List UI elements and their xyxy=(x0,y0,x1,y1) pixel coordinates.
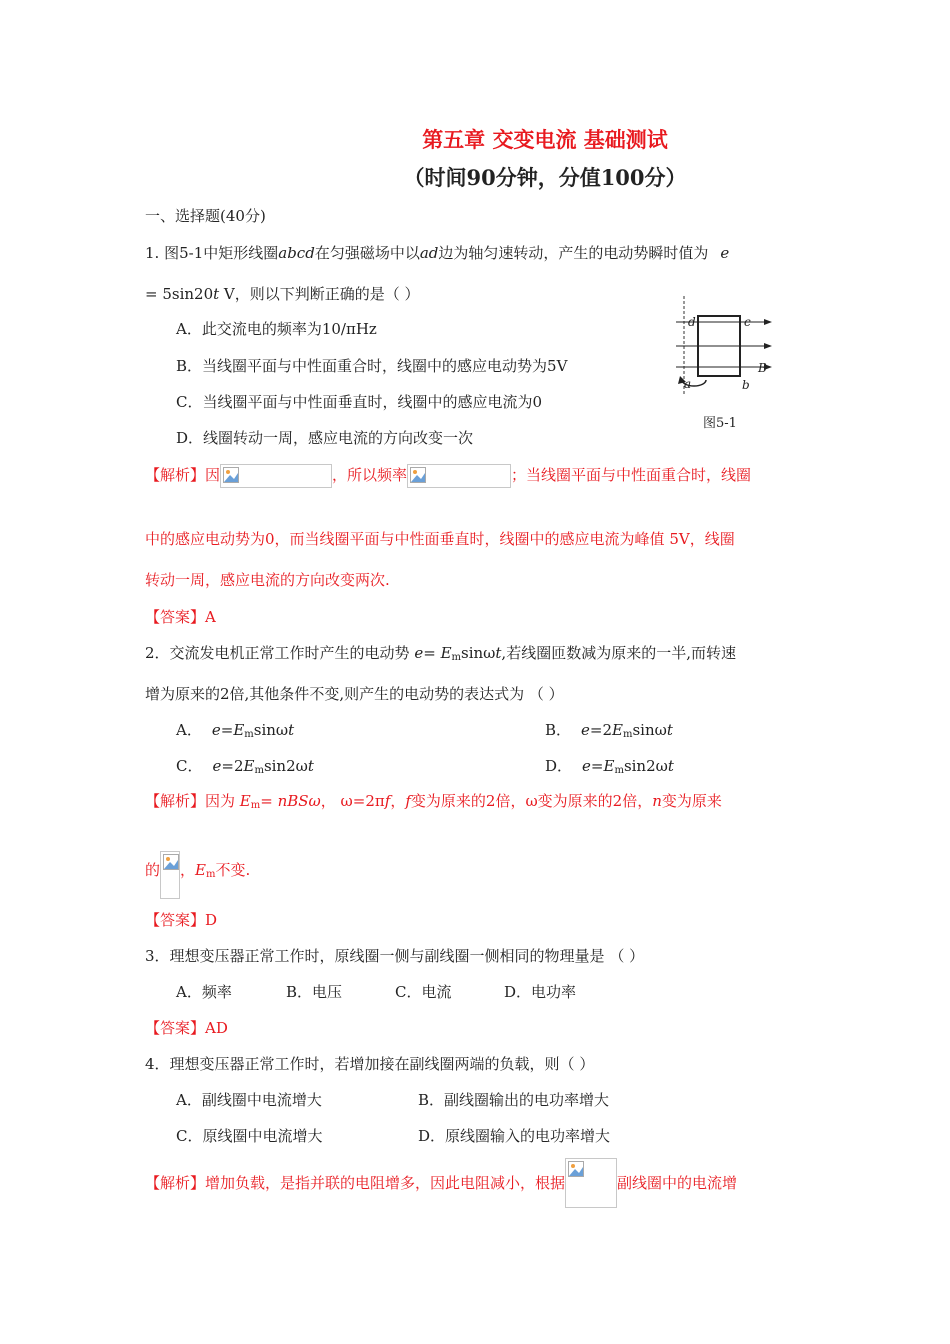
q2-text: = xyxy=(423,644,441,662)
inline-text: = xyxy=(590,757,604,775)
label-B: B xyxy=(758,361,767,375)
q2-t: t xyxy=(495,644,502,662)
q3-stem: 3．理想变压器正常工作时，原线圈一侧与副线圈一侧相同的物理量是 （ ） xyxy=(145,947,645,965)
inline-text: ， xyxy=(180,861,196,879)
q1-analysis-line1 xyxy=(145,464,751,488)
q4-stem: 4．理想变压器正常工作时，若增加接在副线圈两端的负载，则（ ） xyxy=(145,1055,595,1073)
inline-text: A． xyxy=(176,721,202,739)
formula-image xyxy=(220,464,332,488)
field-arrow xyxy=(764,343,772,349)
inline-text: ， ω=2π xyxy=(320,792,385,810)
inline-text: 因为 xyxy=(205,792,240,810)
q2-answer xyxy=(145,910,217,930)
inline-text: e xyxy=(581,721,590,739)
inline-text: B． xyxy=(545,721,572,739)
q1-text: 1. 图5-1中矩形线圈 xyxy=(145,244,279,262)
q1-text: 边为轴匀速转动，产生的电动势瞬时值为 xyxy=(438,244,709,262)
inline-text: sin2ω xyxy=(263,757,308,775)
formula-image xyxy=(407,464,511,488)
broken-image-icon xyxy=(223,467,239,483)
figure-caption: 图5-1 xyxy=(703,416,737,431)
inline-text: t xyxy=(288,721,295,739)
inline-text: =2 xyxy=(589,721,613,739)
q1-answer xyxy=(145,607,216,627)
inline-text: 增加负载，是指并联的电阻增多，因此电阻减小，根据 xyxy=(205,1174,566,1192)
q1-stem-line2 xyxy=(145,284,420,304)
inline-text: D． xyxy=(545,757,573,775)
q3-option-c: C．电流 xyxy=(395,983,452,1001)
inline-text: E xyxy=(603,757,615,775)
inline-text: t xyxy=(307,757,314,775)
analysis-tag: 【解析】 xyxy=(145,792,206,810)
q2-analysis-line2 xyxy=(145,846,250,894)
inline-text: m xyxy=(623,729,633,740)
page-title: 第五章 交变电流 基础测试 xyxy=(422,127,668,152)
inline-text: e xyxy=(212,757,222,775)
inline-text: E xyxy=(239,792,251,810)
q4-option-c: C．原线圈中电流增大 xyxy=(176,1127,323,1145)
q3-option-b: B．电压 xyxy=(286,983,343,1001)
q2-analysis-line1 xyxy=(145,791,722,816)
inline-text: f xyxy=(384,792,391,810)
inline-text: = xyxy=(260,792,278,810)
inline-text: e xyxy=(211,721,221,739)
q3-answer xyxy=(145,1018,228,1038)
page-subtitle: （时间90分钟，分值100分） xyxy=(403,165,687,190)
q1-analysis-line3: 转动一周，感应电流的方向改变两次. xyxy=(145,571,390,589)
q2-stem-line2: 增为原来的2倍,其他条件不变,则产生的电动势的表达式为 （ ） xyxy=(145,685,564,703)
answer-value: D xyxy=(205,911,218,929)
analysis-tag: 【解析】 xyxy=(145,1174,206,1192)
inline-text: 变为原来 xyxy=(661,792,722,810)
inline-text: m xyxy=(244,729,254,740)
q4-analysis-line1 xyxy=(145,1158,737,1208)
answer-tag: 【答案】 xyxy=(145,608,206,626)
q2-E: E xyxy=(440,644,452,662)
inline-text: m xyxy=(250,800,261,811)
inline-text: m xyxy=(614,765,624,776)
q1-e: e xyxy=(720,244,730,262)
analysis-text: 因 xyxy=(205,466,221,484)
q1-text: = 5sin20 xyxy=(145,285,214,303)
q1-ad: ad xyxy=(419,244,439,262)
inline-text: f xyxy=(405,792,411,810)
inline-text: m xyxy=(254,765,264,776)
inline-text: ， xyxy=(390,792,406,810)
inline-text: sinω xyxy=(253,721,289,739)
q1-t: t xyxy=(213,285,220,303)
q2-option-d xyxy=(545,756,674,781)
q2-text: sinω xyxy=(461,644,496,662)
q1-option-b: B．当线圈平面与中性面重合时，线圈中的感应电动势为5V xyxy=(176,357,568,375)
inline-text: 的 xyxy=(145,861,161,879)
inline-text: e xyxy=(582,757,591,775)
broken-image-icon xyxy=(568,1161,584,1177)
q3-option-a: A．频率 xyxy=(176,983,232,1001)
broken-image-icon xyxy=(163,854,179,870)
inline-text: E xyxy=(612,721,623,739)
inline-text: nBSω xyxy=(277,792,321,810)
broken-image-icon xyxy=(410,467,426,483)
q1-option-a: A．此交流电的频率为10/πHz xyxy=(176,320,377,338)
inline-text: t xyxy=(666,721,673,739)
field-arrow xyxy=(764,319,772,325)
label-b: b xyxy=(742,378,750,392)
inline-text: sin2ω xyxy=(623,757,668,775)
analysis-tag: 【解析】 xyxy=(145,466,206,484)
q1-abcd: abcd xyxy=(278,244,315,262)
label-a: a xyxy=(684,377,692,391)
answer-value: A xyxy=(205,608,216,626)
inline-text: 不变. xyxy=(215,861,251,879)
inline-text: C． xyxy=(176,757,203,775)
inline-text: 副线圈中的电流增 xyxy=(617,1174,738,1192)
q4-option-d: D．原线圈输入的电功率增大 xyxy=(418,1127,611,1145)
inline-text: =2 xyxy=(221,757,244,775)
answer-value: AD xyxy=(205,1019,228,1037)
q2-text: 2．交流发电机正常工作时产生的电动势 xyxy=(145,644,415,662)
q2-option-a xyxy=(176,720,294,745)
q2-option-c xyxy=(176,756,314,781)
q1-stem-line1 xyxy=(145,243,729,263)
q3-option-d: D．电功率 xyxy=(504,983,577,1001)
q1-text: V，则以下判断正确的是（ ） xyxy=(219,285,420,303)
label-c: c xyxy=(744,315,751,329)
analysis-text: ；当线圈平面与中性面重合时，线圈 xyxy=(511,466,752,484)
q2-text: ,若线圈匝数减为原来的一半,而转速 xyxy=(501,644,736,662)
inline-text: n xyxy=(652,792,662,810)
inline-text: 变为原来的2倍，ω变为原来的2倍， xyxy=(410,792,653,810)
q4-option-b: B．副线圈输出的电功率增大 xyxy=(418,1091,610,1109)
inline-text: t xyxy=(667,757,674,775)
inline-text: E xyxy=(195,861,206,879)
q2-e: e xyxy=(414,644,424,662)
q2-sub: m xyxy=(451,652,461,663)
formula-image xyxy=(565,1158,617,1208)
q1-option-c: C．当线圈平面与中性面垂直时，线圈中的感应电流为0 xyxy=(176,393,543,411)
inline-text: E xyxy=(233,721,245,739)
q2-option-b xyxy=(545,720,673,745)
inline-text: sinω xyxy=(632,721,667,739)
analysis-text: ，所以频率 xyxy=(332,466,408,484)
label-d: d xyxy=(688,315,696,329)
q1-analysis-line2: 中的感应电动势为0，而当线圈平面与中性面垂直时，线圈中的感应电流为峰值 5V，线圈 xyxy=(145,530,735,548)
answer-tag: 【答案】 xyxy=(145,911,206,929)
inline-text: m xyxy=(205,869,216,880)
inline-text: E xyxy=(243,757,255,775)
q1-option-d: D．线圈转动一周，感应电流的方向改变一次 xyxy=(176,429,474,447)
q1-text: 在匀强磁场中以 xyxy=(314,244,420,262)
answer-tag: 【答案】 xyxy=(145,1019,206,1037)
inline-text: = xyxy=(220,721,234,739)
q4-option-a: A．副线圈中电流增大 xyxy=(176,1091,322,1109)
section-heading: 一、选择题(40分) xyxy=(145,207,266,225)
q2-stem-line1 xyxy=(145,643,736,668)
formula-image xyxy=(160,851,180,899)
